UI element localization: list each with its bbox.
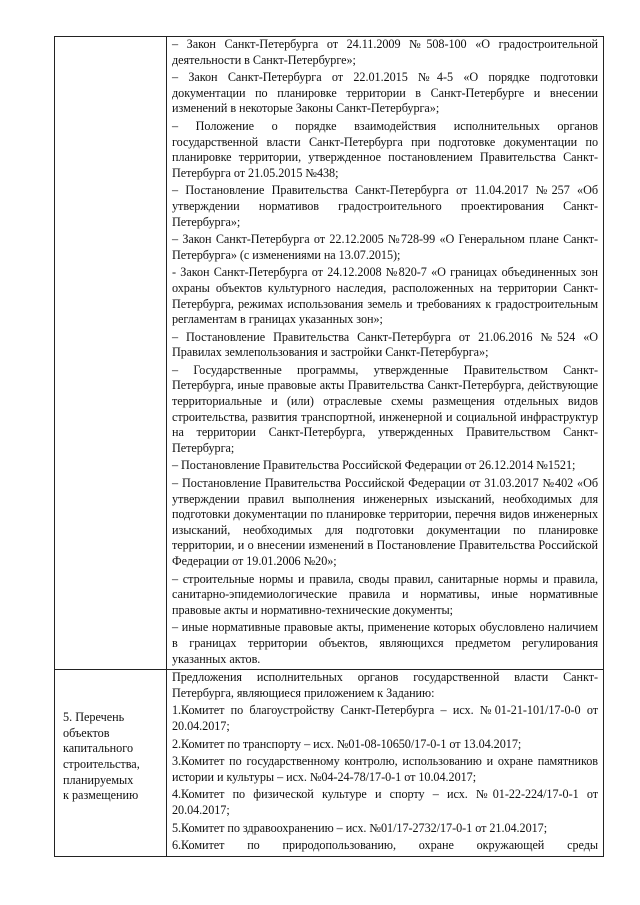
proposal-item: 1.Комитет по благоустройству Санкт-Петербурга – исх. №01-21-101/17-0-0 от 20.04.2017;: [172, 703, 598, 733]
row1-content-cell: [167, 37, 604, 670]
legal-act-item: – Закон Санкт-Петербурга от 22.12.2005 №728-99 «О Генеральном плане Санкт-Петербурга» (с изменениями на 13.07.2015);: [172, 232, 598, 262]
legal-act-item: – Постановление Правительства Российской Федерации от 31.03.2017 №402 «Об утверждении правил выполнения инженерных изысканий, необходимых для подготовки документации по планировке территории, перечня видов инженерных изысканий, необходимых для подготовки документации по планировке территории, и о внесении изменений в Постановление Правительства Российской Федерации от 19.01.2006 №20»;: [172, 476, 598, 568]
legal-act-item: – строительные нормы и правила, своды правил, санитарные нормы и правила, санитарно-эпидемиологические правила и нормативы, иные нормативные правовые акты и нормативно-технические документы;: [172, 571, 598, 617]
legal-act-item: – Постановление Правительства Санкт-Петербурга от 11.04.2017 №257 «Об утверждении нормативов градостроительного проектирования Санкт-Петербурга»;: [172, 183, 598, 229]
document-page: [54, 36, 604, 857]
section-label-line: строительства,: [63, 756, 140, 771]
legal-act-item: – Закон Санкт-Петербурга от 22.01.2015 №4-5 «О порядке подготовки документации по планировке территории в Санкт-Петербурге и внесении изменений в некоторые Законы Санкт-Петербурга»;: [172, 70, 598, 116]
proposal-item: 5.Комитет по здравоохранению – исх. №01/17-2732/17-0-1 от 21.04.2017;: [172, 820, 548, 835]
proposal-item: 6.Комитет по природопользованию, охране окружающей среды: [172, 838, 598, 853]
row1-label-cell: [55, 37, 167, 670]
section-label-line: капитального: [63, 741, 134, 756]
proposal-item: Предложения исполнительных органов государственной власти Санкт-Петербурга, являющиеся приложением к Заданию:: [172, 670, 598, 700]
section-label-line: к размещению: [63, 788, 139, 803]
proposal-item: 4.Комитет по физической культуре и спорту – исх. №01-22-224/17-0-1 от 20.04.2017;: [172, 787, 598, 817]
legal-act-item: – Закон Санкт-Петербурга от 24.11.2009 №508-100 «О градостроительной деятельности в Санкт-Петербурге»;: [172, 37, 598, 67]
section-label-line: планируемых: [63, 772, 134, 787]
legal-act-item: – Постановление Правительства Российской Федерации от 26.12.2014 №1521;: [172, 458, 576, 473]
legal-act-item: – иные нормативные правовые акты, применение которых обусловлено наличием в границах территории объектов, являющихся предметом регулирования указанных актов.: [172, 620, 598, 666]
legal-act-item: - Закон Санкт-Петербурга от 24.12.2008 №820-7 «О границах объединенных зон охраны объектов культурного наследия, расположенных на территории Санкт-Петербурга, режимах использования земель и требованиях к градостроительным регламентам в границах указанных зон»;: [172, 265, 598, 327]
legal-act-item: – Государственные программы, утвержденные Правительством Санкт-Петербурга, иные правовые акты Правительства Санкт-Петербурга, действующие территориальные и (или) отраслевые схемы размещения отдельных видов строительства, развития транспортной, инженерной и социальной инфраструктур на территории Санкт-Петербурга, утвержденных Правительством Санкт-Петербурга;: [172, 362, 598, 455]
legal-act-item: – Положение о порядке взаимодействия исполнительных органов государственной власти Санкт-Петербурга при подготовке документации по планировке территории, утвержденное постановлением Правительства Санкт-Петербурга от 21.05.2015 №438;: [172, 118, 598, 180]
row2-label-cell: [55, 670, 167, 857]
section-number-label: 5. Перечень: [63, 710, 125, 725]
section-label-line: объектов: [63, 725, 110, 740]
table-row: [55, 37, 604, 670]
task-table: [54, 36, 604, 857]
table-row: [55, 670, 604, 857]
proposal-item: 3.Комитет по государственному контролю, использованию и охране памятников истории и культуры – исх. №04-24-78/17-0-1 от 10.04.2017;: [172, 754, 598, 784]
legal-act-item: – Постановление Правительства Санкт-Петербурга от 21.06.2016 №524 «О Правилах землепользования и застройки Санкт-Петербурга»;: [172, 329, 598, 360]
proposal-item: 2.Комитет по транспорту – исх. №01-08-10650/17-0-1 от 13.04.2017;: [172, 736, 522, 751]
row2-content-cell: [167, 670, 604, 857]
